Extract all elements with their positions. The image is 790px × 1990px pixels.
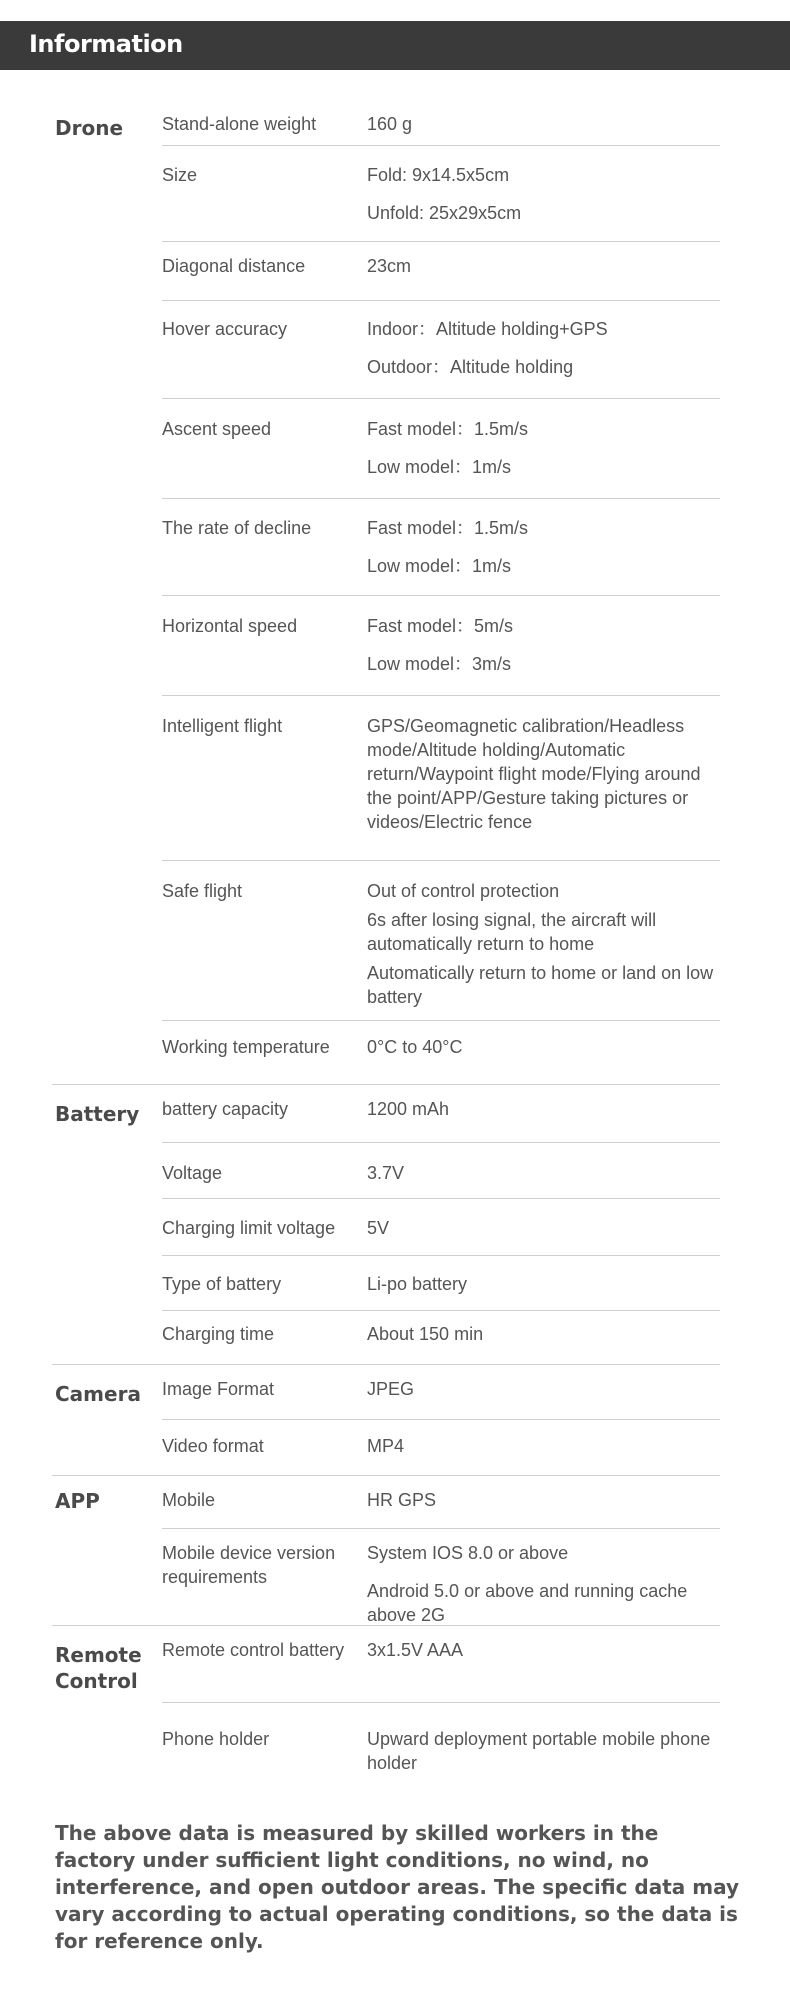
section-title: Information <box>29 30 183 58</box>
spec-label: Safe flight <box>162 881 243 901</box>
spec-value: Low model：3m/s <box>367 654 512 674</box>
spec-row <box>162 1528 720 1625</box>
spec-label: Mobile <box>162 1490 216 1510</box>
spec-label: Voltage <box>162 1163 223 1183</box>
group-label: APP <box>55 1489 100 1513</box>
spec-group <box>52 1475 720 1625</box>
spec-values <box>367 1377 720 1401</box>
spec-row <box>162 1020 720 1084</box>
spec-label: Remote control battery <box>162 1640 345 1660</box>
spec-row <box>162 1365 720 1419</box>
spec-values <box>367 1272 720 1296</box>
spec-row <box>162 695 720 860</box>
spec-values <box>367 1097 720 1121</box>
spec-value: 0°C to 40°C <box>367 1037 463 1057</box>
spec-label: Charging limit voltage <box>162 1218 336 1238</box>
spec-values <box>367 1161 720 1185</box>
spec-value: 6s after losing signal, the aircraft will automatically return to home <box>367 910 657 954</box>
spec-value: Low model：1m/s <box>367 457 512 477</box>
spec-label: Phone holder <box>162 1729 270 1749</box>
spec-value: Low model：1m/s <box>367 556 512 576</box>
spec-values <box>367 1638 720 1662</box>
spec-value: Fold: 9x14.5x5cm <box>367 165 510 185</box>
spec-values <box>367 1488 720 1512</box>
spec-values <box>367 714 720 834</box>
spec-label: Horizontal speed <box>162 616 298 636</box>
spec-value: Upward deployment portable mobile phone holder <box>367 1729 711 1773</box>
spec-group <box>52 1625 720 1781</box>
spec-value: Fast model：1.5m/s <box>367 518 529 538</box>
spec-values <box>367 879 720 1009</box>
spec-values <box>367 163 720 225</box>
spec-group <box>52 1364 720 1475</box>
spec-value: Outdoor：Altitude holding <box>367 357 574 377</box>
spec-row <box>162 1702 720 1781</box>
spec-label: Hover accuracy <box>162 319 288 339</box>
spec-label: Type of battery <box>162 1274 282 1294</box>
spec-row <box>162 1310 720 1364</box>
spec-label: Stand-alone weight <box>162 114 317 134</box>
spec-values <box>367 317 720 379</box>
spec-table <box>52 95 720 1781</box>
spec-values <box>367 112 720 136</box>
spec-values <box>367 1216 720 1240</box>
spec-label: Mobile device version requirements <box>162 1543 336 1587</box>
spec-value: 5V <box>367 1218 390 1238</box>
spec-values <box>367 1035 720 1059</box>
spec-group <box>52 95 720 1084</box>
spec-values <box>367 1541 720 1627</box>
spec-value: 160 g <box>367 114 413 134</box>
spec-value: GPS/Geomagnetic calibration/Headless mode/Altitude holding/Automatic return/Waypoint flight mode/Flying around the point/APP/Gesture taking pictures or videos/Electric fence <box>367 716 701 832</box>
spec-group <box>52 1084 720 1364</box>
spec-values <box>367 1434 720 1458</box>
spec-value: System IOS 8.0 or above <box>367 1543 569 1563</box>
spec-label: Image Format <box>162 1379 275 1399</box>
spec-value: Out of control protection <box>367 881 560 901</box>
spec-row <box>162 300 720 398</box>
spec-values <box>367 417 720 479</box>
spec-row <box>162 398 720 498</box>
spec-row <box>162 241 720 300</box>
spec-row <box>162 1198 720 1255</box>
group-label: Camera <box>55 1382 141 1406</box>
spec-row <box>162 1476 720 1528</box>
spec-values <box>367 254 720 278</box>
spec-value: Unfold: 25x29x5cm <box>367 203 522 223</box>
spec-label: Working temperature <box>162 1037 330 1057</box>
spec-row <box>162 95 720 145</box>
spec-row <box>162 1419 720 1475</box>
spec-label: Ascent speed <box>162 419 272 439</box>
spec-values <box>367 516 720 578</box>
spec-values <box>367 1727 720 1775</box>
spec-value: Fast model：1.5m/s <box>367 419 529 439</box>
spec-label: Size <box>162 165 198 185</box>
spec-value: Fast model：5m/s <box>367 616 514 636</box>
spec-row <box>162 1255 720 1310</box>
spec-value: 3.7V <box>367 1163 405 1183</box>
spec-label: Charging time <box>162 1324 275 1344</box>
spec-row <box>162 145 720 241</box>
spec-row <box>162 595 720 695</box>
spec-label: The rate of decline <box>162 518 312 538</box>
group-label: Drone <box>55 116 124 140</box>
spec-row <box>162 498 720 595</box>
spec-value: MP4 <box>367 1436 405 1456</box>
spec-row <box>162 860 720 1020</box>
spec-value: 3x1.5V AAA <box>367 1640 464 1660</box>
spec-values <box>367 614 720 676</box>
spec-value: About 150 min <box>367 1324 484 1344</box>
spec-value: Android 5.0 or above and running cache above 2G <box>367 1581 688 1625</box>
group-label: Battery <box>55 1102 140 1126</box>
spec-label: Diagonal distance <box>162 256 306 276</box>
spec-value: Indoor：Altitude holding+GPS <box>367 319 608 339</box>
spec-value: JPEG <box>367 1379 415 1399</box>
spec-value: Li-po battery <box>367 1274 468 1294</box>
group-label: Remote Control <box>55 1643 142 1693</box>
section-header <box>0 21 790 70</box>
spec-value: Automatically return to home or land on low battery <box>367 963 714 1007</box>
spec-label: Intelligent flight <box>162 716 283 736</box>
spec-label: Video format <box>162 1436 264 1456</box>
spec-row <box>162 1085 720 1142</box>
spec-value: 23cm <box>367 256 412 276</box>
spec-label: battery capacity <box>162 1099 289 1119</box>
spec-values <box>367 1322 720 1346</box>
disclaimer-note: The above data is measured by skilled workers in the factory under sufficient light conditions, no wind, no interference, and open outdoor areas. The specific data may vary according to actual operating conditions, so the data is for reference only. <box>55 1821 740 1953</box>
spec-row <box>162 1626 720 1702</box>
spec-value: 1200 mAh <box>367 1099 450 1119</box>
spec-value: HR GPS <box>367 1490 437 1510</box>
spec-row <box>162 1142 720 1198</box>
